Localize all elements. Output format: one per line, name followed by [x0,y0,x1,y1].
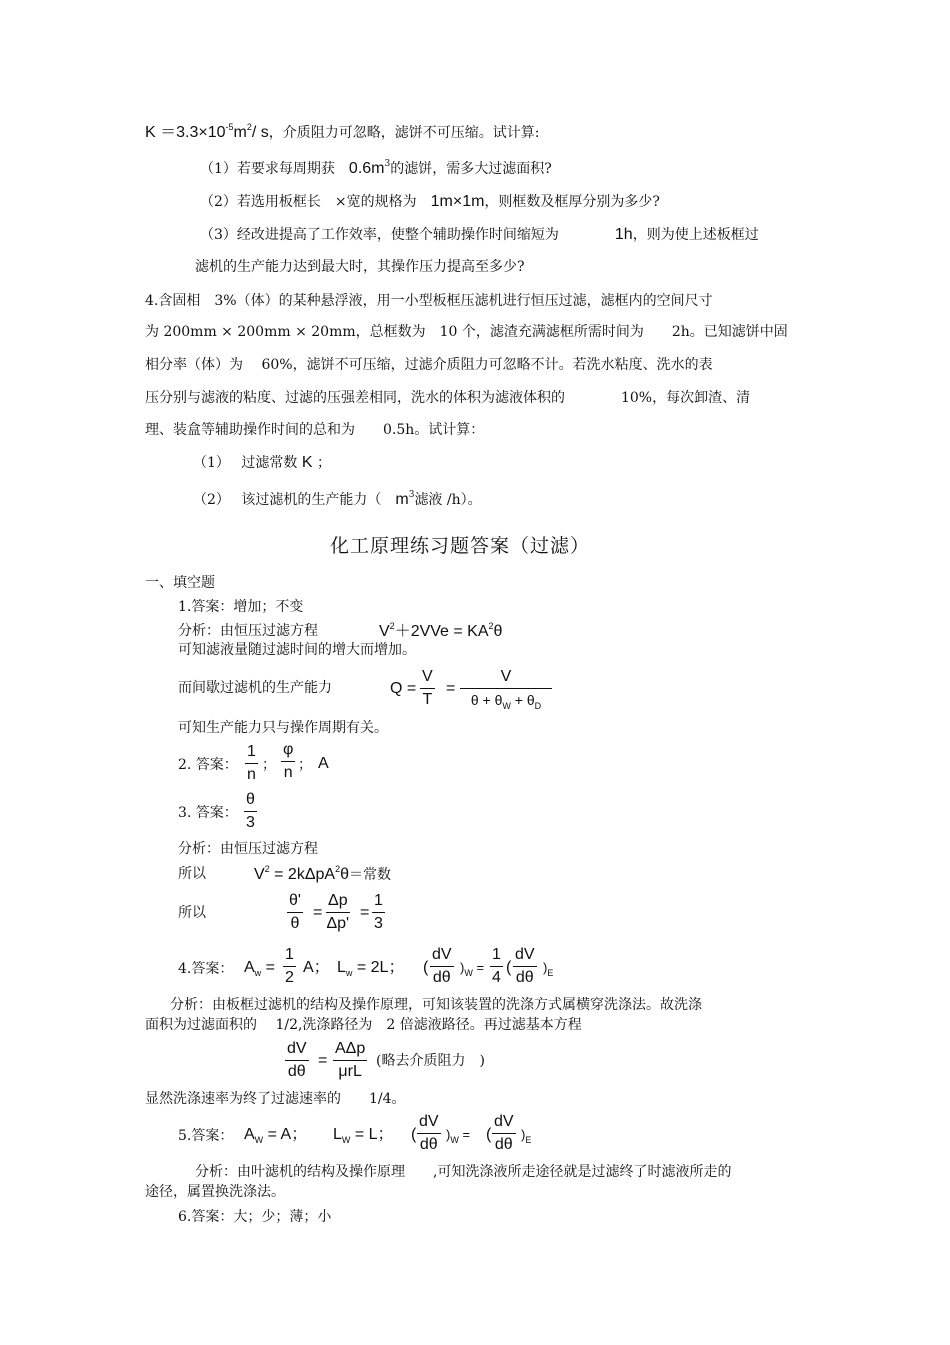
answer-1-line2: 可知滤液量随过滤时间的增大而增加。 [178,642,416,658]
p4-line1: 4.含固相 3%（体）的某种悬浮液，用一小型板框压滤机进行恒压过滤，滤框内的空间尺寸 [145,293,713,309]
section-heading: 一、填空题 [145,575,215,591]
p4-line5: 理、装盒等辅助操作时间的总和为 0.5h。试计算： [145,422,485,438]
capacity-fraction: $\frac{V}{\theta + \theta_W + \theta_D}$ [460,667,552,712]
answer-6: 6.答案：大；少；薄；小 [178,1209,332,1225]
fraction-theta-ratio: $\frac{\theta'}{\theta}$ [289,892,301,932]
answer-2: 2. 答案： [178,757,238,773]
fraction-rate: $\frac{dV}{d\theta}$ [287,1040,307,1080]
fraction-basic-eq: AΔp μrL [335,1040,366,1080]
answer-4-analysis-2: 面积为过滤面积的 1/2,洗涤路径为 2 倍滤液路径。再过滤基本方程 [145,1017,582,1033]
wash-area-5: $A_W = A$； [244,1126,308,1145]
fraction-dv-dtheta-5-end: $\frac{dV}{d\theta}$ [494,1113,514,1153]
capacity-Q: Q = [390,680,417,697]
answer-1-analysis: 分析：由恒压过滤方程 [178,623,318,639]
answer-1: 1.答案：增加；不变 [178,599,304,615]
answer-5-analysis-1: 分析：由叶滤机的结构及操作原理 ,可知洗涤液所走途径就是过滤终了时滤液所走的 [195,1164,732,1180]
answer-1-line4: 可知生产能力只与操作周期有关。 [178,720,388,736]
fraction-1-over-3: $\frac{1}{3}$ [374,892,383,932]
p4-line2: 为 200mm × 200mm × 20mm，总框数为 10 个，滤渣充满滤框所需时间为 2h。已知滤饼中固 [145,324,788,340]
answer-5: 5.答案： [178,1128,234,1144]
answers-title: 化工原理练习题答案（过滤） [330,535,591,557]
q1-line: （1）若要求每周期获 $0.6m^3$的滤饼，需多大过滤面积? [200,159,552,177]
p4-line3: 相分率（体）为 60%，滤饼不可压缩，过滤介质阻力可忽略不计。若洗水粘度、洗水的表 [145,357,713,373]
wash-length: $L_w = 2L$； [337,959,405,978]
k-line: $K =3.3\times 10^{-5}m^2/$ s，介质阻力可忽略，滤饼不可压缩。试计算: [145,122,540,141]
fraction-pressure-ratio: $\frac{\Delta p}{\Delta p'}$ [326,892,350,932]
fraction-1-over-n: $\frac{1}{n}$ [247,743,256,783]
answer-4-analysis-1: 分析：由板框过滤机的结构及操作原理，可知该装置的洗涤方式属横穿洗涤法。故洗涤 [170,997,702,1013]
fraction-dv-dtheta-end: $\frac{dV}{d\theta}$ [515,946,535,986]
fraction-theta-over-3: $\frac{\theta}{3}$ [246,791,255,831]
p4-sub2: （2） 该过滤机的生产能力（ $m^3$滤液 /h）。 [193,490,482,508]
p4-sub1: （1） 过滤常数 K ； [193,454,331,471]
answer-3-analysis: 分析：由恒压过滤方程 [178,841,318,857]
answer-5-analysis-2: 途径，属置换洗涤法。 [145,1184,285,1200]
fraction-dv-dtheta: $\frac{dV}{d\theta}$ [432,946,452,986]
wash-area: $A_w$ = [244,959,275,978]
p4-line4: 压分别与滤液的粘度、过滤的压强差相同，洗水的体积为滤液体积的 10%，每次卸渣、清 [145,390,751,406]
fraction-phi-over-n: $\frac{\varphi}{n}$ [283,741,294,781]
pressure-equation: $V^2 = 2k\Delta pA^2\theta=$常数 [254,864,391,883]
fraction-quarter: $\frac{1}{4}$ [492,946,501,986]
q3-line: （3）经改进提高了工作效率，使整个辅助操作时间缩短为 1h，则为使上述板框过 [200,226,759,243]
q3-line2: 滤机的生产能力达到最大时，其操作压力提高至多少? [195,259,525,275]
answer-4: 4.答案： [178,961,234,977]
fraction-half: $\frac{1}{2}$ [285,946,294,986]
answer-3: 3. 答案： [178,805,238,821]
wash-length-5: $L_W = L$； [333,1126,394,1145]
k-formula: K ＝3.3×10 [145,124,226,141]
fraction-dv-dtheta-5: $\frac{dV}{d\theta}$ [419,1113,439,1153]
answer-4-analysis-3: 显然洗涤速率为终了过滤速率的 1/4。 [145,1091,406,1107]
answer-1-line3: 而间歇过滤机的生产能力 [178,680,332,696]
q2-line: （2）若选用板框长 ×宽的规格为 1m×1m，则框数及框厚分别为多少? [200,193,660,210]
filtration-equation: $V^2+2VVe = KA^2\theta$ [379,621,503,640]
medium-resistance-note: (略去介质阻力 ) [376,1053,485,1069]
fraction-v-over-t: $\frac{V}{T}$ [422,668,433,708]
